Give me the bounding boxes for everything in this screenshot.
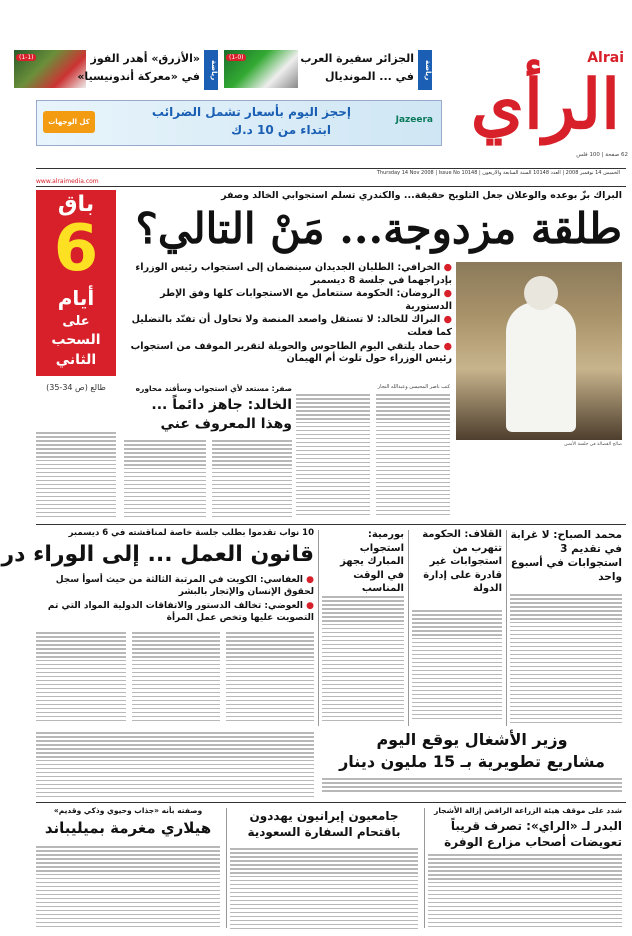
labor-bullet	[36, 574, 314, 599]
col-divider	[318, 530, 319, 726]
ad-line2: ابتداء من 10 د.ك	[231, 123, 331, 137]
works-headline: مشاريع تطويرية بـ 15 مليون دينار	[339, 752, 605, 771]
sub-kicker: صفر: مستعد لأي استجواب وسأفند محاوره	[135, 384, 292, 393]
labor-body-col-1	[226, 632, 314, 726]
bottom-kicker: شدد على موقف هيئة الزراعة الرافض إزالة الأشجار	[434, 806, 622, 815]
logo-arabic: الرأي	[470, 65, 620, 145]
small-story-title: محمد الصباح: لا غرابة في تقديم 3 استجوابات في أسبوع واحد	[510, 529, 622, 583]
countdown-prefix: باق	[57, 192, 95, 217]
price-label: 100 فلس	[576, 152, 600, 158]
labor-headline: قانون العمل ... إلى الوراء در	[1, 542, 314, 567]
promo-subtitle: في ... المونديال	[325, 70, 414, 83]
countdown-details: طالع (ص 34-35)	[46, 383, 106, 392]
photo-figure	[506, 302, 576, 432]
bottom-story[interactable]	[230, 806, 418, 932]
labor-body-col-2	[132, 632, 220, 726]
top-promo-left[interactable]	[12, 48, 204, 90]
sub-body-col-2	[124, 440, 206, 520]
main-kicker: البراك بزّ بوعده والوعلان جعل التلويح حقيقة... والكندري تسلم استجوابي الخالد وصفر	[221, 190, 622, 201]
small-story-body	[322, 596, 404, 724]
section-rule-2	[36, 802, 626, 803]
main-body-col-2	[296, 394, 370, 518]
col-divider	[506, 530, 507, 726]
col-divider	[408, 530, 409, 726]
labor-body-col-3	[36, 632, 126, 726]
main-bullet	[124, 288, 452, 313]
sub-body-col-1	[212, 440, 292, 520]
bottom-story[interactable]	[428, 806, 622, 932]
countdown-draw: السحب	[51, 332, 101, 348]
bullet-marker: ●	[303, 601, 314, 611]
bottom-headline: البدر لـ «الراي»: تصرف قريباً تعويضات أصحاب مزارع الوفرة	[444, 819, 622, 849]
countdown-number: 6	[53, 212, 99, 286]
logo-latin: Alrai	[587, 50, 624, 66]
small-story-title: القلاف: الحكومة تتهرب من استجوابات غير قادرة على إدارة الدولة	[422, 529, 502, 594]
logo[interactable]	[448, 48, 626, 148]
small-story-body	[412, 610, 502, 724]
date-rule-top	[36, 168, 626, 169]
small-story-body	[510, 594, 622, 726]
labor-bullet	[36, 600, 314, 625]
bottom-story[interactable]	[36, 806, 220, 932]
masthead	[0, 42, 632, 164]
ad-line1: إحجز اليوم بأسعار تشمل الضرائب	[151, 105, 351, 119]
section-tag-right: رياضة	[418, 50, 432, 90]
labor-kicker: 10 نواب تقدموا بطلب جلسة خاصة لمناقشته في 6 ديسمبر	[68, 528, 314, 538]
promo-subtitle: في «معركة أندونيسيا»	[77, 70, 200, 83]
promo-title: «الأزرق» أهدر الفوز	[90, 52, 200, 65]
small-story[interactable]	[322, 528, 404, 728]
countdown-on: على	[62, 314, 90, 329]
main-bullet	[124, 314, 452, 339]
top-promo-right[interactable]	[222, 48, 418, 90]
main-body-col-1	[376, 394, 450, 518]
countdown-body	[36, 432, 116, 522]
bottom-body	[36, 846, 220, 932]
countdown-ordinal: الثاني	[55, 352, 97, 368]
works-story[interactable]	[322, 730, 622, 800]
main-byline: كتب ناصر المحيسن وعبدالله النجار	[377, 384, 450, 390]
date-rule-bottom	[36, 186, 626, 187]
issue-info: 62 صفحة | 100 فلس	[576, 152, 628, 158]
bullet-text: البراك للخالد: لا تستقل واصعد المنصة ولا تحاول أن تفنّد بالتضليل كما فعلت	[131, 314, 452, 338]
labor-story[interactable]	[1, 528, 314, 728]
works-kicker: وزير الأشغال يوقع اليوم	[376, 730, 568, 749]
ad-badge: كل الوجهات	[43, 111, 95, 133]
small-story-title: بورمية: استجواب المبارك يجهز في الوقت المناسب	[340, 529, 404, 594]
bottom-headline: هيلاري مغرمة بميليباند	[44, 819, 212, 837]
ad-brand: Jazeera	[395, 115, 433, 125]
col-divider	[226, 808, 227, 928]
main-photo	[456, 262, 622, 440]
bullet-text: الروضان: الحكومة ستتعامل مع الاستجوابات كلها وفق الإطر الدستورية	[160, 288, 452, 312]
small-story[interactable]	[412, 528, 502, 728]
main-headline[interactable]: طلقة مزدوجة... مَنْ التالي؟	[135, 204, 622, 253]
sub-headline[interactable]: الخالد: جاهز دائماً ... وهذا المعروف عني	[151, 397, 292, 432]
works-body	[322, 778, 622, 798]
bottom-body	[230, 848, 418, 932]
main-bullet	[124, 262, 452, 287]
labor-continued	[36, 732, 314, 800]
bottom-headline: جامعيون إيرانيون يهددون باقتحام السفارة السعودية	[247, 809, 401, 839]
bullet-text: الخرافي: الطلبان الجديدان سينضمان إلى استجواب رئيس الوزراء بإدراجهما في جلسة 8 ديسمبر	[135, 262, 452, 286]
bullet-marker: ●	[440, 314, 452, 326]
promo-title: الجزائر سفيرة العرب	[300, 52, 414, 65]
countdown-box[interactable]	[36, 190, 116, 426]
bullet-marker: ●	[440, 288, 452, 300]
ad-banner[interactable]	[36, 100, 442, 146]
bullet-marker: ●	[440, 262, 452, 273]
section-tag-left: رياضة	[204, 50, 218, 90]
bottom-kicker: وصفته بأنه «جذاب وحيوي وذكي وقديم»	[53, 806, 203, 815]
bullet-marker: ●	[440, 340, 452, 352]
photo-caption: صالح الفضالة في جلسة الأمس	[564, 442, 622, 447]
promo-score: (1-0)	[226, 54, 246, 61]
section-rule-1	[36, 524, 626, 525]
photo-head	[524, 276, 558, 310]
countdown-unit: أيام	[57, 286, 95, 310]
bullet-text: حماد يلتقي اليوم الطاحوس والحويلة لتقرير الموقف من استجواب رئيس الوزراء حول تلوث أم الهيمان	[130, 340, 452, 365]
promo-score: (1-1)	[16, 54, 36, 61]
website-label[interactable]: www.alraimedia.com	[36, 178, 99, 185]
bullet-text: العوضي: تخالف الدستور والاتفاقات الدولية المواد التي تم التصويت عليها وتخص عمل المرأة	[47, 601, 314, 624]
date-line: Thursday 14 Nov 2008 | Issue No 10148 | الخميس 14 نوفمبر 2008 | العدد 10148 السنة السابعة والاربعون	[376, 170, 620, 176]
col-divider	[424, 808, 425, 928]
bullet-marker: ●	[303, 575, 314, 585]
bullet-text: العفاسي: الكويت في المرتبة الثالثة من حيث أسوأ سجل لحقوق الإنسان والإتجار بالبشر	[55, 575, 314, 598]
bottom-body	[428, 854, 622, 932]
main-bullet	[124, 341, 452, 366]
pages-label: 62 صفحة	[605, 152, 628, 158]
main-bullets	[124, 262, 452, 366]
